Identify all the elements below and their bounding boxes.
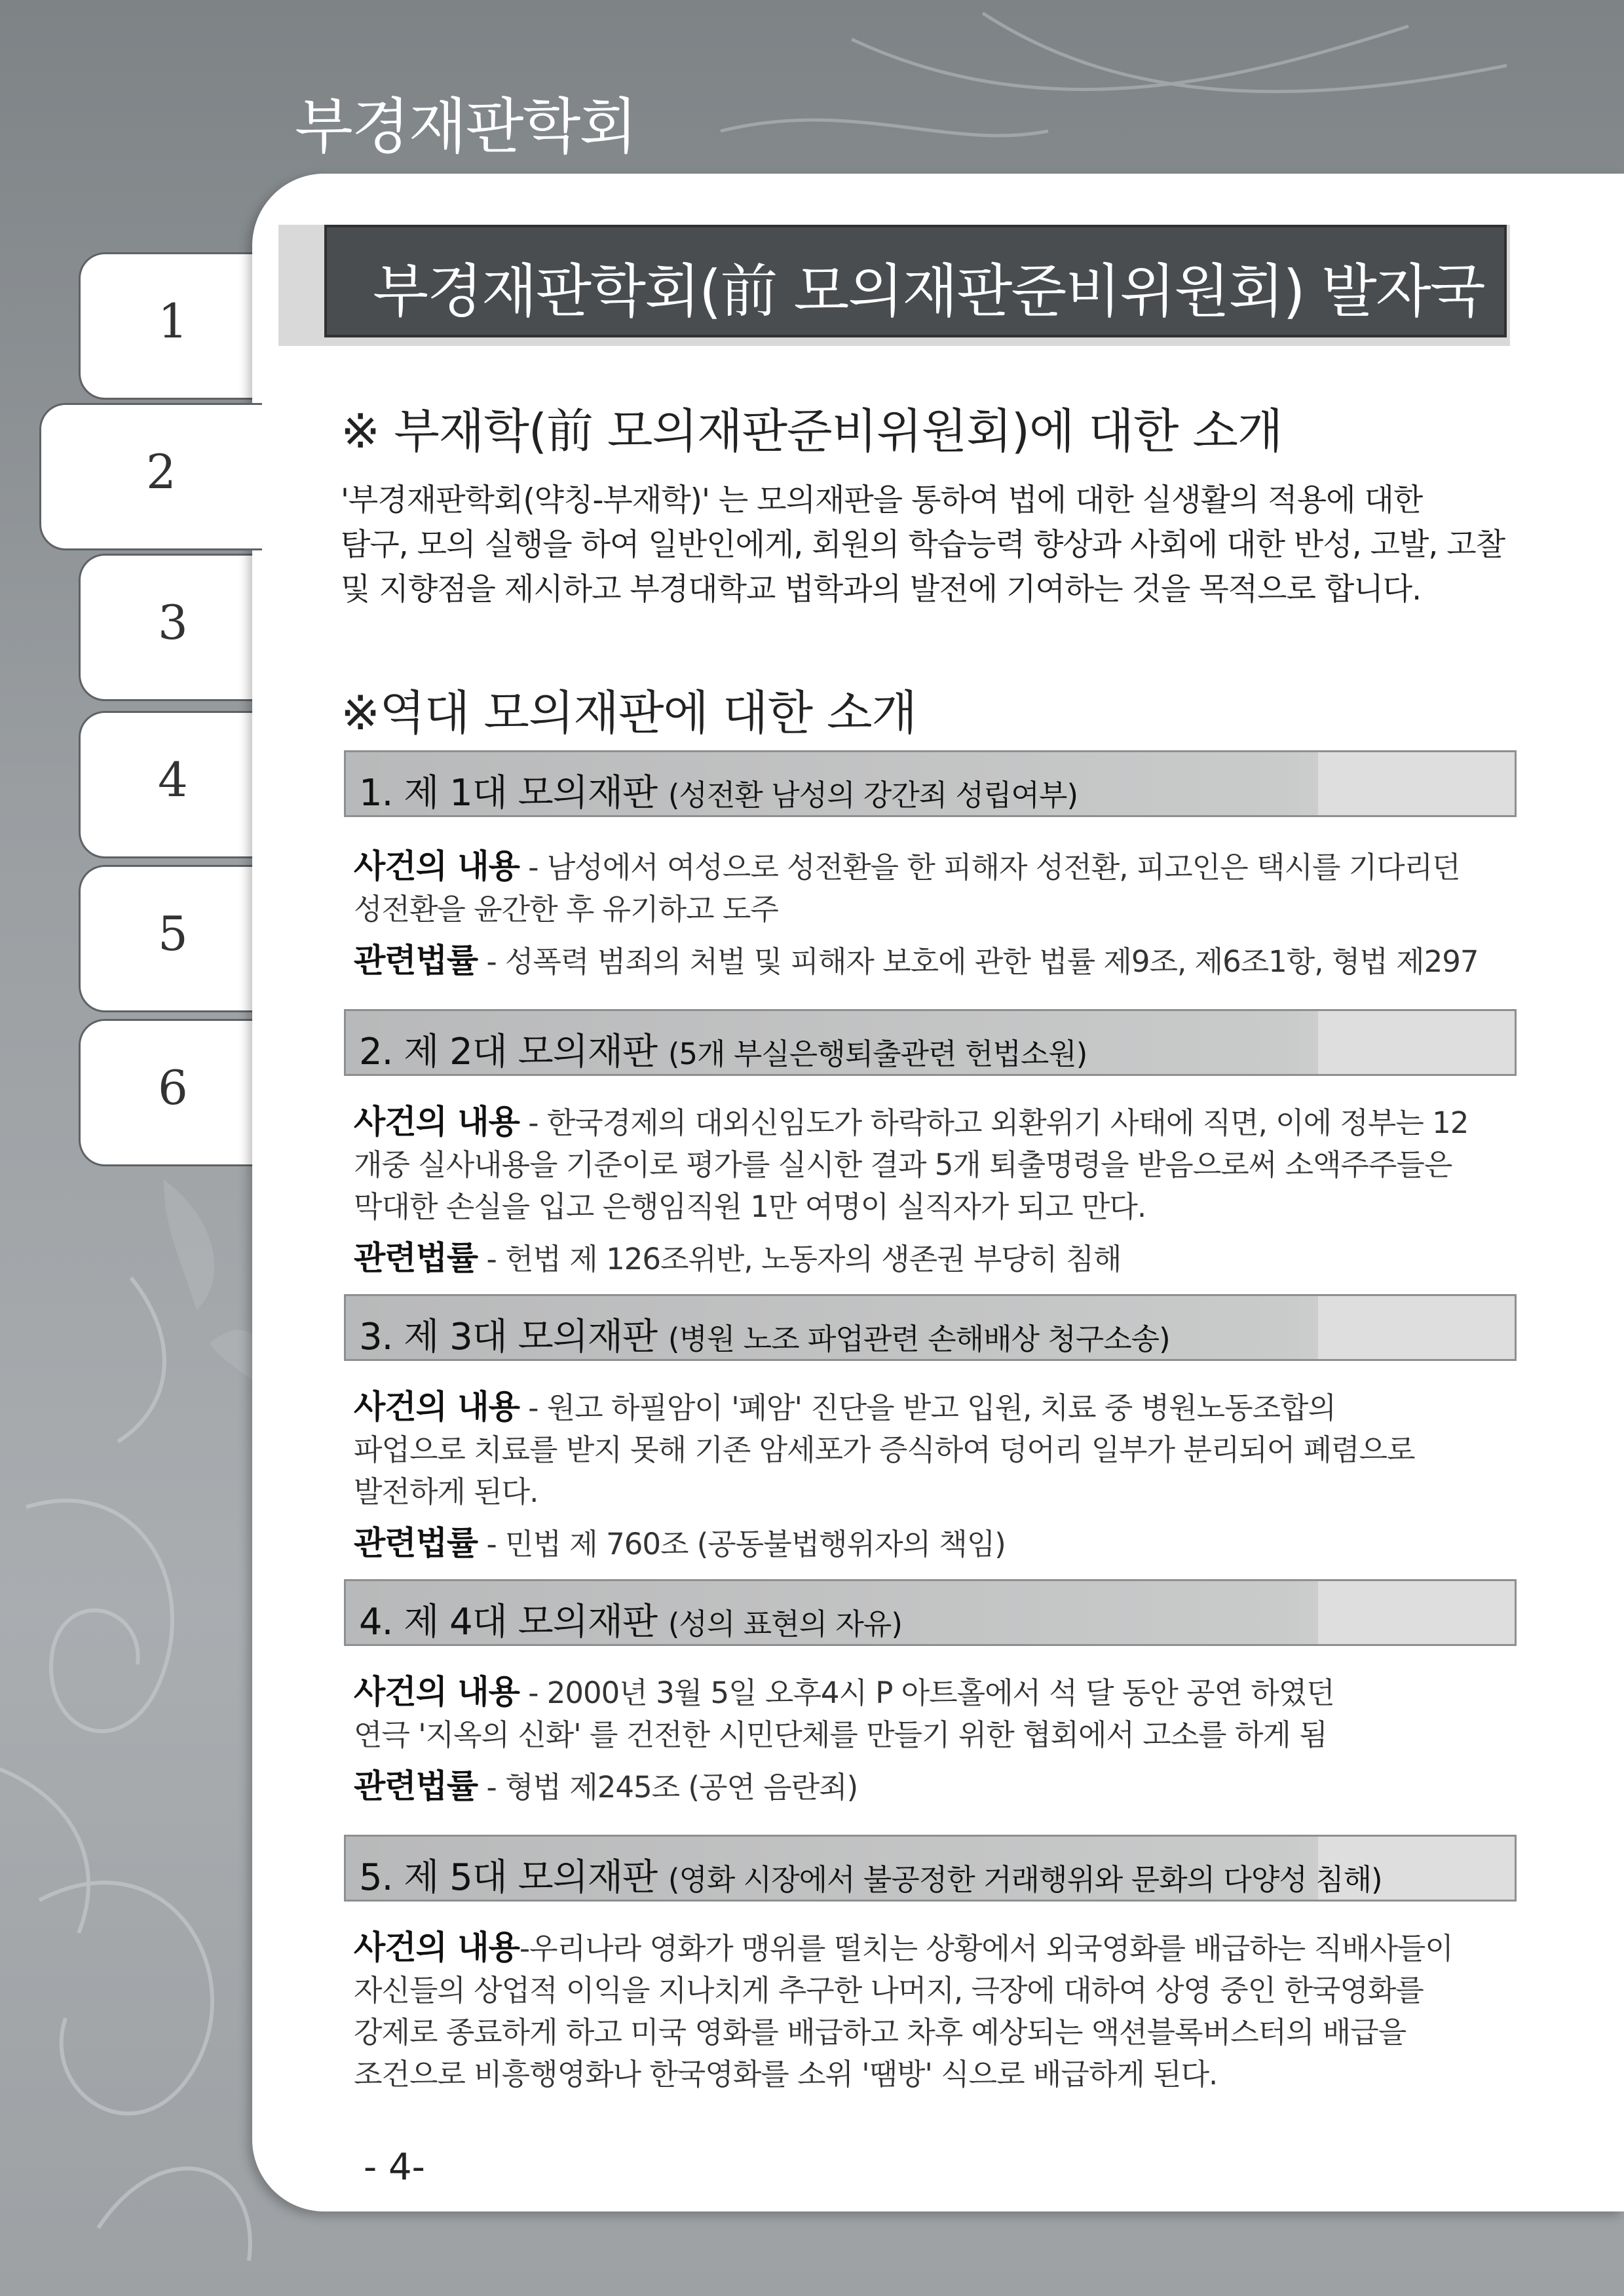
trial-1-title-text bbox=[359, 764, 1078, 816]
trial-3-case-line: 발전하게 된다. bbox=[354, 1474, 538, 1509]
intro-line: 탐구, 모의 실행을 하여 일반인에게, 회원의 학습능력 향상과 사회에 대한 반성, 고발, 고찰 bbox=[341, 527, 1505, 563]
case-text: - 한국경제의 대외신임도가 하락하고 외환위기 사태에 직면, 이에 정부는 12 bbox=[519, 1105, 1469, 1140]
trial-2-case-line: 개중 실사내용을 기준이로 평가를 실시한 결과 5개 퇴출명령을 받음으로써 소액주주들은 bbox=[354, 1147, 1452, 1182]
trial-4-title: 4. 제 4대 모의재판 bbox=[359, 1601, 658, 1643]
intro-heading: ※ 부재학(前 모의재판준비위원회)에 대한 소개 bbox=[341, 404, 1283, 459]
intro-line: 및 지향점을 제시하고 부경대학교 법학과의 발전에 기여하는 것을 목적으로 합니다. bbox=[341, 571, 1422, 607]
trial-1-body bbox=[354, 845, 1533, 983]
trial-5-title-bar bbox=[344, 1835, 1517, 1902]
trial-3-title: 3. 제 3대 모의재판 bbox=[359, 1316, 658, 1358]
title-bar-highlight bbox=[1318, 1296, 1515, 1359]
case-label: 사건의 내용 bbox=[354, 1673, 519, 1711]
trial-1-subtitle: (성전환 남성의 강간죄 성립여부) bbox=[668, 778, 1078, 813]
tab-1-label: 1 bbox=[158, 294, 188, 349]
main-title-box bbox=[324, 225, 1507, 337]
trial-3-law bbox=[354, 1522, 1533, 1565]
law-label: 관련법률 bbox=[354, 1524, 478, 1562]
page-number: - 4- bbox=[364, 2146, 425, 2189]
case-text: - 남성에서 여성으로 성전환을 한 피해자 성전환, 피고인은 택시를 기다리던 bbox=[519, 850, 1460, 885]
title-bar-highlight bbox=[1318, 1581, 1515, 1644]
tab-4-label: 4 bbox=[158, 752, 188, 807]
trial-1-law bbox=[354, 940, 1533, 983]
trial-1-title-bar bbox=[344, 750, 1517, 817]
tab-1[interactable] bbox=[79, 252, 269, 400]
trial-5-case-line: 조건으로 비흥행영화나 한국영화를 소위 '땜방' 식으로 배급하게 된다. bbox=[354, 2057, 1218, 2092]
law-text: - 성폭력 범죄의 처벌 및 피해자 보호에 관한 법률 제9조, 제6조1항, 형법 제297 bbox=[478, 944, 1479, 979]
title-bar-highlight bbox=[1318, 1011, 1515, 1074]
trial-5-title-text bbox=[359, 1848, 1382, 1901]
trial-4-law bbox=[354, 1765, 1533, 1808]
trial-2-subtitle: (5개 부실은행퇴출관련 헌법소원) bbox=[668, 1037, 1087, 1071]
trial-5-body bbox=[354, 1926, 1533, 2095]
case-text: - 원고 하필암이 '폐암' 진단을 받고 입원, 치료 중 병원노동조합의 bbox=[519, 1390, 1336, 1425]
law-label: 관련법률 bbox=[354, 1239, 478, 1277]
intro-text bbox=[341, 478, 1520, 612]
trial-3-case-line: 파업으로 치료를 받지 못해 기존 암세포가 증식하여 덩어리 일부가 분리되어 폐렴으로 bbox=[354, 1432, 1415, 1467]
law-label: 관련법률 bbox=[354, 1767, 478, 1805]
case-text: -우리나라 영화가 맹위를 떨치는 상황에서 외국영화를 배급하는 직배사들이 bbox=[519, 1931, 1453, 1966]
main-title: 부경재판학회(前 모의재판준비위원회) 발자국 bbox=[373, 258, 1484, 325]
tab-6[interactable] bbox=[79, 1019, 269, 1166]
tab-5-label: 5 bbox=[158, 906, 188, 961]
trial-4-title-text bbox=[359, 1593, 902, 1645]
trial-2-title-text bbox=[359, 1023, 1087, 1075]
case-label: 사건의 내용 bbox=[354, 847, 519, 885]
trial-3-case-line bbox=[354, 1386, 1533, 1429]
trial-5-subtitle: (영화 시장에서 불공정한 거래행위와 문화의 다양성 침해) bbox=[668, 1862, 1382, 1897]
law-text: - 민법 제 760조 (공동불법행위자의 책임) bbox=[478, 1527, 1006, 1561]
case-label: 사건의 내용 bbox=[354, 1388, 519, 1426]
trial-4-case-line: 연극 '지옥의 신화' 를 건전한 시민단체를 만들기 위한 협회에서 고소를 하게 됨 bbox=[354, 1717, 1327, 1752]
trial-3-title-bar bbox=[344, 1294, 1517, 1361]
tab-2-label: 2 bbox=[146, 444, 176, 499]
trial-3-title-text bbox=[359, 1308, 1170, 1360]
trial-2-body bbox=[354, 1101, 1533, 1280]
trial-2-title: 2. 제 2대 모의재판 bbox=[359, 1031, 658, 1073]
trial-5-title: 5. 제 5대 모의재판 bbox=[359, 1856, 658, 1899]
trial-5-case-line bbox=[354, 1926, 1533, 1970]
trial-5-case-line: 강제로 종료하게 하고 미국 영화를 배급하고 차후 예상되는 액션블록버스터의 배급을 bbox=[354, 2015, 1407, 2050]
trial-2-title-bar bbox=[344, 1009, 1517, 1076]
tab-6-label: 6 bbox=[158, 1060, 188, 1115]
trial-4-subtitle: (성의 표현의 자유) bbox=[668, 1607, 902, 1641]
trial-5-case-line: 자신들의 상업적 이익을 지나치게 추구한 나머지, 극장에 대하여 상영 중인 한국영화를 bbox=[354, 1973, 1424, 2008]
tab-3[interactable] bbox=[79, 554, 269, 701]
case-label: 사건의 내용 bbox=[354, 1103, 519, 1141]
tab-3-label: 3 bbox=[158, 595, 188, 650]
law-text: - 형법 제245조 (공연 음란죄) bbox=[478, 1770, 858, 1805]
trial-4-case-line bbox=[354, 1671, 1533, 1714]
case-label: 사건의 내용 bbox=[354, 1928, 519, 1966]
history-heading: ※역대 모의재판에 대한 소개 bbox=[341, 685, 917, 740]
law-text: - 헌법 제 126조위반, 노동자의 생존권 부당히 침해 bbox=[478, 1242, 1122, 1276]
case-text: - 2000년 3월 5일 오후4시 P 아트홀에서 석 달 동안 공연 하였던 bbox=[519, 1675, 1334, 1710]
title-bar-highlight bbox=[1318, 752, 1515, 815]
trial-3-subtitle: (병원 노조 파업관련 손해배상 청구소송) bbox=[668, 1322, 1170, 1356]
intro-line: '부경재판학회(약칭-부재학)' 는 모의재판을 통하여 법에 대한 실생활의 적용에 대한 bbox=[341, 482, 1423, 518]
brand-title: 부경재판학회 bbox=[295, 92, 637, 162]
tab-4[interactable] bbox=[79, 711, 269, 858]
tab-5[interactable] bbox=[79, 865, 269, 1012]
trial-3-body bbox=[354, 1386, 1533, 1565]
law-label: 관련법률 bbox=[354, 942, 478, 980]
trial-1-case-line: 성전환을 윤간한 후 유기하고 도주 bbox=[354, 892, 778, 927]
trial-1-case-line bbox=[354, 845, 1533, 889]
trial-2-case-line bbox=[354, 1101, 1533, 1144]
trial-2-law bbox=[354, 1237, 1533, 1280]
trial-4-body bbox=[354, 1671, 1533, 1808]
trial-2-case-line: 막대한 손실을 입고 은행임직원 1만 여명이 실직자가 되고 만다. bbox=[354, 1189, 1146, 1224]
tab-2[interactable] bbox=[39, 403, 262, 550]
main-title-bar bbox=[278, 225, 1510, 346]
trial-4-title-bar bbox=[344, 1579, 1517, 1646]
trial-1-title: 1. 제 1대 모의재판 bbox=[359, 772, 658, 814]
